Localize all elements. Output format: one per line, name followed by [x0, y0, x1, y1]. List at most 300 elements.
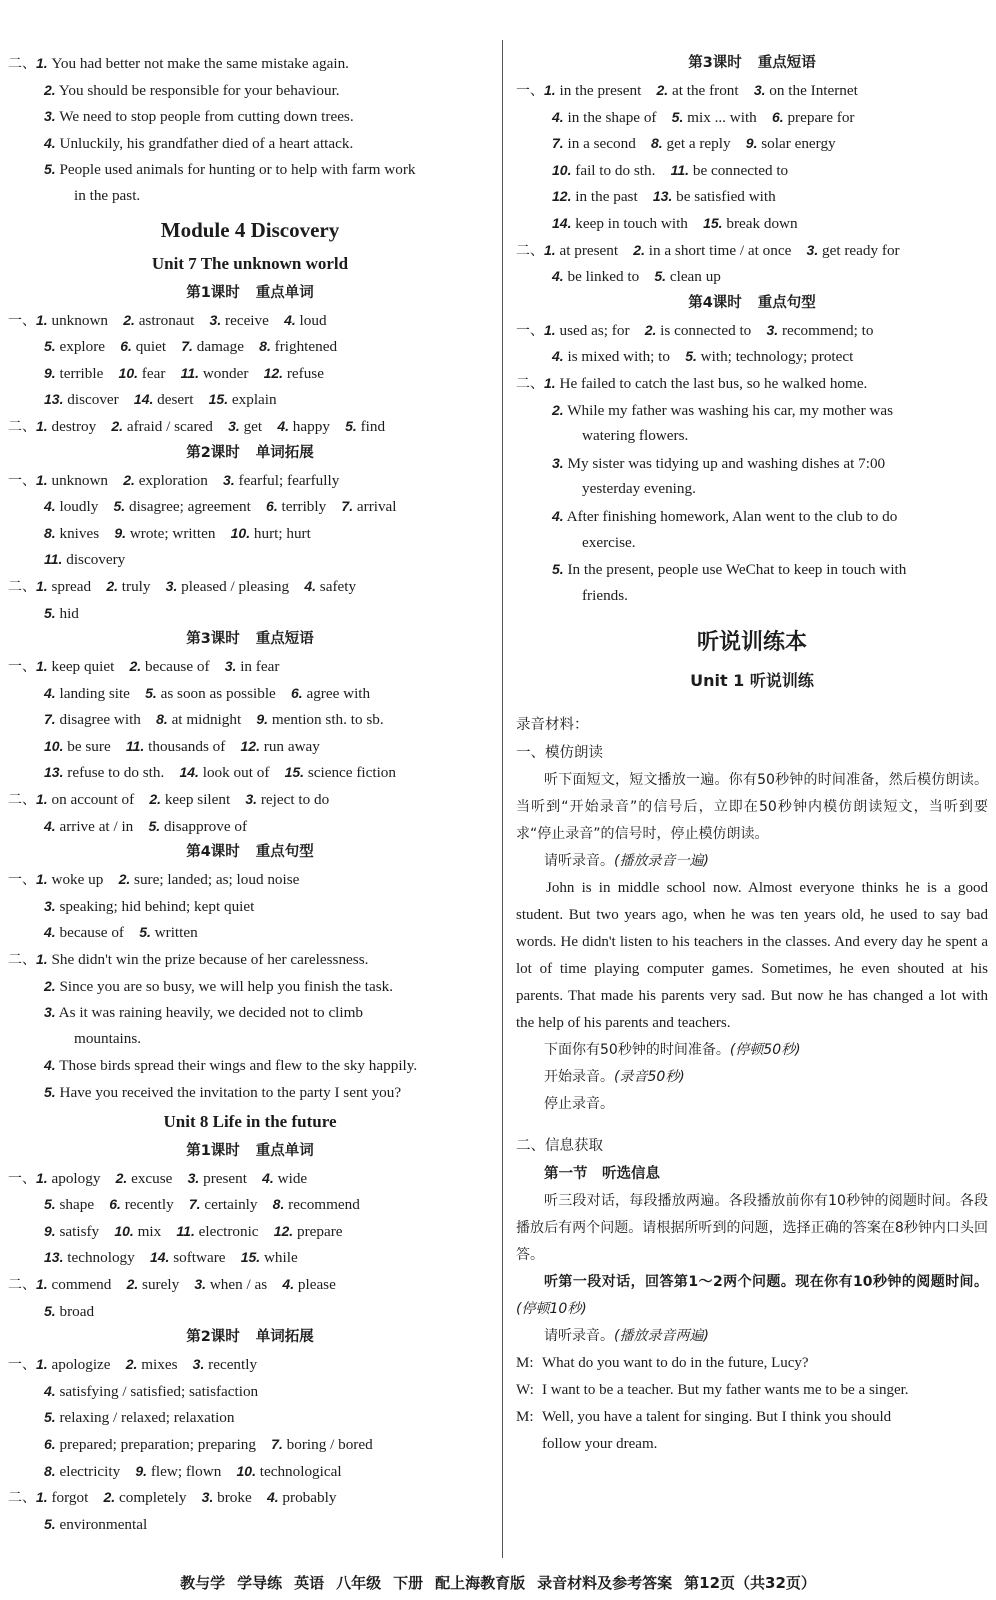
answer-text: speaking; hid behind; kept quiet: [55, 897, 255, 915]
footer-item: 学导练: [237, 1574, 283, 1592]
start-recording: 开始录音。(录音50秒): [544, 1069, 685, 1086]
answer-number: 2.: [118, 871, 131, 888]
answer-number: 10.: [118, 364, 138, 381]
answer-number: 13.: [652, 188, 673, 205]
dialog-line: [516, 1431, 988, 1458]
answer-text: excuse: [127, 1169, 173, 1187]
dialog-text: follow your dream.: [542, 1436, 658, 1453]
answer-text: pleased / pleasing: [177, 577, 290, 595]
answer-text: loud: [295, 311, 327, 329]
footer-item: 录音材料及参考答案: [537, 1574, 673, 1592]
answer-number: 2.: [44, 81, 56, 98]
answer-text: While my father was washing his car, my mother was: [563, 401, 894, 419]
answer-number: 1.: [544, 82, 556, 98]
dialog-text: I want to be a teacher. But my father wants me to be a singer.: [542, 1382, 909, 1399]
answer-number: 3.: [753, 82, 766, 98]
answer-text: break down: [722, 214, 798, 232]
answer-number: 11.: [180, 364, 200, 381]
answer-number: 9.: [745, 135, 758, 152]
answer-line: [8, 130, 492, 157]
dialog-text: Well, you have a talent for singing. But I think you should: [542, 1409, 892, 1426]
answer-number: 11.: [44, 551, 63, 568]
answer-line: [8, 546, 492, 573]
answer-text: in fear: [236, 658, 280, 676]
lesson-number: 第2课时: [186, 1329, 240, 1346]
answer-number: 9.: [44, 364, 56, 381]
answer-text: destroy: [47, 417, 97, 435]
answer-text: software: [169, 1249, 226, 1267]
answer-text: He failed to catch the last bus, so he walked home.: [555, 374, 868, 392]
answer-line: [8, 1079, 492, 1106]
answer-number: 2.: [126, 1275, 139, 1292]
answer-number: 5.: [671, 108, 684, 125]
answer-number: 12.: [273, 1222, 294, 1239]
speaker-label: W:: [516, 1382, 534, 1399]
lesson-topic: 重点单词: [255, 1142, 314, 1159]
answer-line: [8, 653, 492, 680]
dialog1-intro: 听第一段对话，回答第1～2两个问题。现在你有10秒钟的阅题时间。(停顿10秒): [516, 1274, 988, 1318]
answer-text: present: [199, 1169, 247, 1187]
answer-line: [516, 317, 988, 344]
answer-text: surely: [138, 1275, 180, 1293]
answer-text: afraid / scared: [123, 417, 213, 435]
answer-text: frightened: [270, 338, 338, 356]
answer-continuation: exercise.: [582, 533, 636, 551]
lesson-number: 第1课时: [186, 1142, 240, 1159]
dialog-text: What do you want to do in the future, Lucy?: [542, 1355, 809, 1372]
answer-continuation: watering flowers.: [582, 427, 689, 445]
answer-text: relaxing / relaxed; relaxation: [55, 1409, 235, 1427]
lesson-heading: [516, 290, 988, 317]
answer-number: 12.: [552, 188, 572, 205]
answer-text: Unluckily, his grandfather died of a heart attack.: [55, 134, 354, 152]
lesson-number: 第3课时: [186, 631, 240, 648]
answer-line: [8, 333, 492, 360]
answer-number: 8.: [156, 711, 168, 728]
answer-number: 2.: [633, 241, 645, 258]
answer-line: [8, 1298, 492, 1325]
lesson-topic: 单词拓展: [255, 444, 314, 461]
section-marker: 一、: [8, 312, 36, 329]
answer-text: satisfying / satisfied; satisfaction: [55, 1382, 259, 1400]
stop-recording: 停止录音。: [544, 1096, 614, 1113]
answer-number: 3.: [245, 791, 258, 808]
answer-number: 13.: [44, 764, 64, 781]
answer-text: keep silent: [161, 791, 231, 809]
answer-number: 6.: [771, 108, 784, 125]
answer-text: agree with: [302, 684, 371, 702]
answer-continuation: in the past.: [74, 186, 141, 204]
unit-title: Unit 7 The unknown world: [151, 253, 349, 273]
answer-number: 5.: [44, 338, 56, 355]
answer-text: probably: [278, 1489, 337, 1507]
answer-number: 14.: [133, 391, 154, 408]
answer-line: [8, 866, 492, 893]
answer-text: get: [239, 417, 263, 435]
answer-text: fail to do sth.: [571, 161, 656, 179]
section-marker: 一、: [8, 1357, 36, 1374]
lesson-topic: 单词拓展: [255, 1329, 314, 1346]
answer-line: [8, 1458, 492, 1485]
answer-number: 9.: [135, 1462, 148, 1479]
answer-text: sure; landed; as; loud noise: [130, 871, 300, 889]
answer-line: [8, 103, 492, 130]
answer-text: recently: [204, 1356, 258, 1374]
answer-line: [8, 1052, 492, 1079]
section-marker: 二、: [8, 578, 36, 595]
answer-number: 5.: [44, 1084, 56, 1100]
answer-number: 2.: [115, 1169, 128, 1186]
lesson-heading: [8, 440, 492, 467]
answer-number: 1.: [544, 321, 556, 338]
answer-number: 8.: [44, 524, 56, 541]
answer-text: truly: [118, 577, 151, 595]
dialog-line: [516, 1404, 988, 1431]
answer-number: 11.: [670, 161, 690, 178]
answer-number: 4.: [304, 577, 316, 594]
section2-title: 二、信息获取: [516, 1138, 603, 1155]
answer-number: 9.: [44, 1222, 56, 1239]
answer-text: is connected to: [656, 321, 752, 339]
answer-number: 4.: [552, 507, 564, 524]
speaker-label: M:: [516, 1355, 534, 1372]
answer-line: [516, 77, 988, 104]
answer-line: [8, 893, 492, 920]
answer-line: [516, 343, 988, 370]
lesson-heading: [8, 839, 492, 866]
answer-text: Have you received the invitation to the party I sent you?: [55, 1084, 402, 1101]
answer-number: 5.: [145, 684, 157, 701]
answer-text: knives: [55, 524, 100, 542]
answer-text: quiet: [131, 338, 167, 356]
answer-continuation: yesterday evening.: [582, 480, 696, 498]
answer-number: 14.: [552, 214, 572, 231]
answer-text: You had better not make the same mistake again.: [47, 55, 349, 72]
answer-text: She didn't win the prize because of her carelessness.: [47, 951, 369, 969]
answer-number: 7.: [181, 338, 193, 355]
answer-number: 4.: [44, 684, 56, 701]
answer-number: 12.: [263, 364, 284, 381]
lesson-number: 第2课时: [186, 444, 240, 461]
answer-text: prepare: [293, 1222, 343, 1240]
answer-number: 4.: [552, 348, 564, 365]
answer-text: because of: [55, 924, 124, 942]
answer-text: mix: [133, 1222, 162, 1240]
footer-item: 英语: [294, 1574, 325, 1592]
answer-line: [8, 573, 492, 600]
answer-text: be linked to: [563, 268, 640, 286]
footer-item: 八年级: [336, 1574, 382, 1592]
answer-number: 2.: [44, 977, 56, 994]
answer-text: People used animals for hunting or to help with farm work: [55, 161, 416, 179]
answer-text: mix ... with: [683, 108, 757, 126]
answer-number: 2.: [111, 417, 124, 434]
answer-number: 10.: [44, 737, 64, 754]
answer-text: damage: [192, 338, 244, 356]
section1-listen: 请听录音。(播放录音一遍): [544, 853, 709, 870]
answer-text: disagree with: [55, 711, 141, 729]
answer-text: exploration: [134, 471, 208, 489]
answer-number: 5.: [44, 161, 56, 178]
answer-text: commend: [47, 1275, 112, 1293]
answer-line: [516, 130, 988, 157]
answer-text: environmental: [55, 1515, 148, 1533]
answer-number: 4.: [44, 817, 56, 834]
answer-line: [8, 493, 492, 520]
answer-number: 3.: [766, 321, 779, 338]
listening-unit-title: Unit 1 听说训练: [690, 671, 814, 691]
answer-line: [8, 973, 492, 1000]
answer-line: [8, 467, 492, 494]
answer-text: Those birds spread their wings and flew to the sky happily.: [55, 1057, 418, 1075]
answer-text: in the past: [571, 188, 638, 206]
answer-line: [516, 370, 988, 397]
answer-line: [8, 1244, 492, 1271]
answer-number: 1.: [36, 471, 48, 488]
answer-number: 14.: [149, 1249, 170, 1266]
answer-text: landing site: [55, 684, 130, 702]
answer-number: 7.: [341, 498, 354, 515]
answer-number: 13.: [44, 391, 64, 408]
section-marker: 一、: [8, 659, 36, 676]
answer-number: 4.: [282, 1275, 295, 1292]
answer-text: keep quiet: [47, 658, 115, 676]
dialog-line: [516, 1377, 988, 1404]
answer-number: 5.: [345, 417, 357, 434]
answer-line: [8, 1165, 492, 1192]
answer-text: on the Internet: [765, 82, 858, 99]
answer-text: on account of: [47, 791, 135, 809]
answer-text: arrive at / in: [55, 817, 134, 835]
answer-text: with; technology; protect: [696, 348, 854, 366]
answer-text: certainly: [200, 1196, 258, 1214]
answer-line: [8, 759, 492, 786]
answer-number: 2.: [656, 82, 669, 98]
answer-text: boring / bored: [282, 1435, 373, 1453]
material-label: 录音材料：: [516, 717, 589, 734]
answer-number: 2.: [129, 658, 142, 675]
answer-number: 3.: [165, 577, 178, 594]
answer-number: 2.: [149, 791, 162, 808]
answer-text: be connected to: [689, 161, 789, 179]
answer-text: get ready for: [818, 241, 900, 259]
answer-line: [516, 210, 988, 237]
answer-number: 3.: [806, 241, 819, 258]
answer-number: 1.: [36, 577, 48, 594]
answer-number: 8.: [259, 338, 271, 355]
answer-number: 4.: [44, 924, 56, 941]
answer-line: [516, 397, 988, 424]
lesson-topic: 重点句型: [255, 844, 314, 861]
answer-text: We need to stop people from cutting down trees.: [55, 108, 354, 126]
answer-number: 5.: [44, 1196, 56, 1213]
lesson-topic: 重点短语: [757, 55, 816, 71]
answer-number: 9.: [114, 524, 127, 541]
answer-number: 13.: [44, 1249, 64, 1266]
answer-number: 1.: [36, 1489, 48, 1506]
answer-number: 4.: [284, 311, 296, 328]
answer-number: 10.: [236, 1462, 256, 1479]
footer-item: 下册: [393, 1574, 424, 1592]
answer-number: 7.: [44, 711, 56, 728]
answer-text: technological: [255, 1462, 342, 1480]
answer-number: 2.: [106, 577, 118, 594]
answer-number: 3.: [201, 1489, 214, 1506]
answer-text: loudly: [55, 498, 99, 516]
answer-text: receive: [221, 311, 269, 329]
answer-number: 1.: [36, 1275, 48, 1292]
answer-number: 4.: [277, 417, 289, 434]
left-column: [8, 50, 492, 1537]
lesson-number: 第4课时: [688, 294, 742, 311]
answer-number: 3.: [223, 471, 235, 488]
answer-number: 3.: [552, 454, 564, 471]
section-marker: 一、: [516, 83, 544, 99]
lesson-heading: [8, 1324, 492, 1351]
answer-text: at midnight: [167, 711, 242, 729]
dialog: [516, 1350, 988, 1458]
answer-text: please: [294, 1275, 336, 1293]
answer-text: terribly: [277, 498, 327, 516]
answer-number: 10.: [552, 161, 572, 178]
answer-text: is mixed with; to: [563, 348, 670, 366]
answer-line: [8, 1511, 492, 1538]
answer-number: 3.: [44, 1004, 56, 1021]
answer-text: spread: [47, 577, 92, 595]
answer-line: [8, 600, 492, 627]
answer-number: 1.: [36, 791, 48, 808]
answer-line: [8, 1378, 492, 1405]
section-marker: 二、: [8, 1276, 36, 1293]
answer-text: used as; for: [555, 321, 630, 339]
answer-continuation: mountains.: [74, 1029, 142, 1047]
answer-text: prepared; preparation; preparing: [55, 1435, 256, 1453]
lesson-topic: 重点单词: [255, 284, 314, 301]
answer-line: [8, 1271, 492, 1298]
prep-instruction: 下面你有50秒钟的时间准备。(停顿50秒): [544, 1042, 801, 1059]
answer-text: solar energy: [757, 135, 836, 153]
section-marker: 一、: [8, 872, 36, 889]
answer-number: 2.: [552, 401, 564, 418]
answer-number: 1.: [36, 1169, 48, 1186]
answer-number: 3.: [192, 1356, 205, 1373]
answer-text: In the present, people use WeChat to keep in touch with: [563, 561, 907, 579]
answer-number: 3.: [209, 311, 222, 328]
answer-line: [516, 450, 988, 477]
answer-text: disagree; agreement: [125, 498, 251, 516]
lesson-topic: 重点句型: [757, 294, 816, 311]
answer-number: 5.: [44, 1302, 56, 1319]
lesson-number: 第1课时: [186, 284, 240, 301]
answer-number: 3.: [194, 1275, 207, 1292]
listening-section: [516, 621, 988, 1458]
answer-text: broke: [213, 1489, 252, 1507]
answer-line: [516, 157, 988, 184]
answer-line: [516, 556, 988, 583]
answer-number: 4.: [266, 1489, 279, 1506]
answer-text: unknown: [47, 311, 109, 329]
answer-number: 4.: [44, 134, 56, 151]
answer-number: 2.: [123, 471, 135, 488]
section-marker: 二、: [516, 375, 544, 392]
answer-number: 5.: [139, 924, 151, 941]
answer-text: After finishing homework, Alan went to the club to do: [563, 507, 898, 525]
section1-title: 一、模仿朗读: [516, 745, 603, 762]
answer-text: apologize: [47, 1356, 111, 1374]
answer-line: [516, 104, 988, 131]
subsection1-instructions: 听三段对话，每段播放两遍。各段播放前你有10秒钟的阅题时间。各段播放后有两个问题。请根据所听到的问题，选择正确的答案在8秒钟内口头回答。: [516, 1193, 988, 1264]
answer-text: terrible: [55, 364, 104, 382]
answer-number: 6.: [290, 684, 303, 701]
answer-text: look out of: [198, 764, 270, 782]
lesson-topic: 重点短语: [255, 631, 314, 648]
answer-number: 10.: [230, 524, 251, 541]
answer-number: 6.: [109, 1196, 121, 1213]
answer-continuation: friends.: [582, 586, 628, 604]
answer-line: [8, 386, 492, 413]
answer-number: 5.: [654, 268, 667, 285]
answer-number: 3.: [44, 897, 56, 914]
footer-item: 教与学: [180, 1574, 226, 1592]
answer-number: 5.: [44, 1515, 56, 1532]
answer-number: 14.: [179, 764, 199, 781]
answer-text: prepare for: [783, 108, 855, 126]
answer-number: 6.: [120, 338, 132, 355]
answer-text: woke up: [47, 871, 104, 889]
answer-number: 2.: [123, 311, 135, 328]
answer-text: fear: [138, 364, 166, 382]
answer-line: [8, 680, 492, 707]
answer-number: 5.: [685, 348, 697, 365]
answer-line: [8, 946, 492, 973]
answer-text: run away: [259, 737, 320, 755]
answer-line: [8, 786, 492, 813]
answer-number: 15.: [208, 391, 229, 408]
answer-number: 2.: [125, 1356, 138, 1373]
answer-line: [8, 520, 492, 547]
lesson-number: 第3课时: [688, 55, 742, 71]
answer-text: astronaut: [134, 311, 195, 329]
right-answers: [516, 50, 988, 609]
answer-text: recommend; to: [778, 321, 874, 339]
answer-number: 15.: [703, 214, 723, 231]
answer-number: 1.: [36, 311, 48, 328]
answer-number: 1.: [36, 871, 48, 888]
module-title: Module 4 Discovery: [160, 217, 340, 242]
column-divider: [502, 40, 503, 1558]
answer-line: [8, 77, 492, 104]
answer-text: in a second: [563, 135, 636, 153]
answer-number: 5.: [44, 1409, 56, 1426]
answer-text: when / as: [206, 1275, 268, 1293]
answer-line: [516, 263, 988, 290]
page-footer: [0, 1568, 996, 1598]
answer-text: fearful; fearfully: [234, 471, 340, 489]
answer-number: 5.: [148, 817, 161, 834]
answer-text: recommend: [284, 1196, 360, 1214]
answer-line: [8, 1351, 492, 1378]
answer-number: 3.: [44, 108, 56, 125]
answer-line: [8, 1404, 492, 1431]
answer-text: at present: [555, 241, 619, 259]
answer-text: wide: [273, 1169, 308, 1187]
answer-number: 5.: [552, 561, 564, 578]
answer-line: [8, 733, 492, 760]
answer-line: [8, 413, 492, 440]
answer-line: [8, 307, 492, 334]
answer-text: reject to do: [257, 791, 330, 809]
answer-number: 8.: [651, 135, 663, 152]
